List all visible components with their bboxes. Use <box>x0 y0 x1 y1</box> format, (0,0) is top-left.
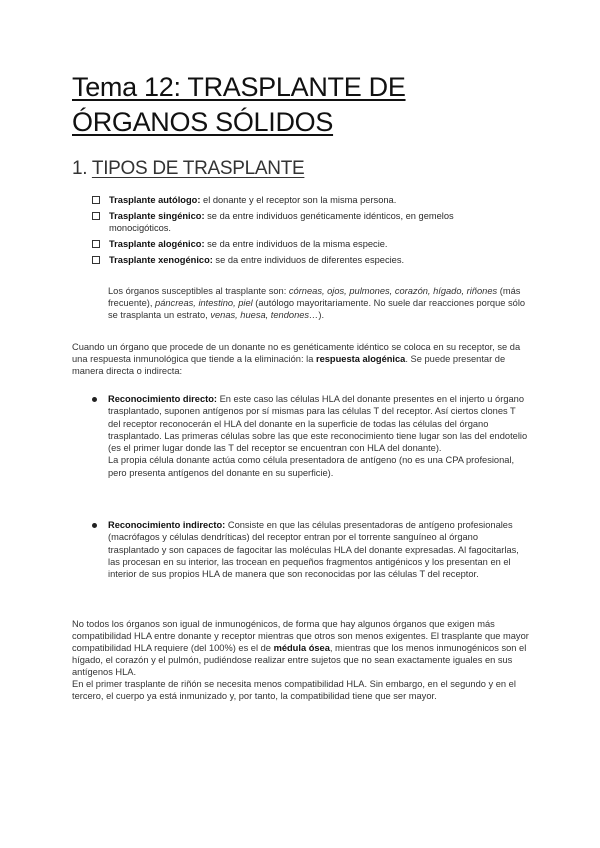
closing-text-3: En el primer trasplante de riñón se necesita menos compatibilidad HLA. Sin embargo, en el segundo y en el tercero, el cuerpo ya está inmunizado y, por tanto, la compatibilidad tiene que ser mayor. <box>72 679 516 701</box>
intro-bold: respuesta alogénica <box>315 354 406 364</box>
bullet-term: Reconocimiento indirecto: <box>108 520 226 530</box>
organs-list: córneas, ojos, pulmones, corazón, hígado, riñones <box>288 286 498 296</box>
closing-paragraph <box>72 618 532 702</box>
checkbox-icon <box>92 212 100 220</box>
organs-end: (autólogo mayoritariamente. No suele dar reacciones porque sólo se trasplanta un estrato, <box>108 298 526 320</box>
section-number: 1. <box>72 158 88 179</box>
definition: se da entre individuos de diferentes especies. <box>212 255 405 266</box>
bullet-icon <box>92 523 97 528</box>
definition: el donante y el receptor son la misma persona. <box>200 195 397 205</box>
bullet-text: Consiste en que las células presentadoras de antígeno profesionales (macrófagos y células dendríticas) del receptor entran por el torrente sanguíneo al órgano trasplantado y son capaces de fagocitar las moléculas HLA del donante expresadas. Al fagocitarlas, las procesan en su interior, las trocean en pequeños fragmentos antigénicos y los presentan en el interior de sus propios HLA de manera que son reconocidas por las células T del receptor. <box>108 520 519 580</box>
list-item <box>92 211 512 235</box>
page-title: Tema 12: TRASPLANTE DE ÓRGANOS SÓLIDOS <box>72 72 406 137</box>
closing-text: No todos los órganos son igual de inmunogénicos, de forma que hay algunos órganos que exigen más compatibilidad HLA entre donante y receptor mientras que otros son menos exigentes. El trasplante que mayor compatibilidad HLA requiere (del 100%) es el de <box>72 619 529 653</box>
term: Trasplante xenogénico: <box>109 255 213 266</box>
bullet-icon <box>92 397 97 402</box>
organs-list-2: páncreas, intestino, piel <box>155 298 253 308</box>
intro-text-2: . Se puede presentar de manera directa o indirecta: <box>72 354 506 376</box>
organs-list-3: venas, huesa, tendones… <box>210 310 319 320</box>
term: Trasplante alogénico: <box>109 238 205 249</box>
intro-paragraph <box>72 341 530 377</box>
transplant-types-list <box>92 195 512 271</box>
list-item <box>92 195 512 207</box>
organs-close: ). <box>318 310 325 320</box>
checkbox-icon <box>92 256 100 264</box>
term: Trasplante singénico: <box>109 211 205 222</box>
section-title: TIPOS DE TRASPLANTE <box>91 158 305 179</box>
bullet-indirect-recognition <box>92 519 528 580</box>
section-heading <box>72 157 304 181</box>
bullet-text-2: La propia célula donante actúa como célula presentadora de antígeno (no es una CPA profesional, pero presenta antígenos del donante en su superficie). <box>108 455 515 478</box>
organs-intro: Los órganos susceptibles al trasplante son: <box>108 286 289 296</box>
closing-bold: médula ósea <box>273 643 330 653</box>
term: Trasplante autólogo: <box>109 195 201 205</box>
list-item <box>92 255 512 267</box>
checkbox-icon <box>92 240 100 248</box>
closing-text-2: , mientras que los menos inmunogénicos son el hígado, el corazón y el pulmón, pudiéndose realizar entre sujetos que no sean exactamente iguales en sus antígenos HLA. <box>72 643 527 677</box>
bullet-text: En este caso las células HLA del donante presentes en el injerto u órgano trasplantado, suponen antígenos por sí mismas para las células T del receptor. Así ciertos clones T del receptor reconocerán el HLA del donante en la superficie de todas las células del órgano trasplantado. Las primeras células sobre las que este reconocimiento tiene lugar son las del endotelio (es el primer lugar donde las T del receptor se encuentran con HLA del donante). <box>108 394 528 454</box>
organs-mid: (más frecuente), <box>108 286 521 308</box>
organs-paragraph <box>108 285 526 321</box>
definition: se da entre individuos de la misma especie. <box>204 238 388 249</box>
checkbox-icon <box>92 196 100 204</box>
definition: se da entre individuos genéticamente idénticos, en gemelos monocigóticos. <box>109 211 454 233</box>
bullet-direct-recognition <box>92 393 528 479</box>
intro-text: Cuando un órgano que procede de un donante no es genéticamente idéntico se coloca en su receptor, se da una respuesta inmunológica que tiende a la eliminación: la <box>72 342 521 364</box>
list-item <box>92 239 512 251</box>
bullet-term: Reconocimiento directo: <box>108 394 217 404</box>
